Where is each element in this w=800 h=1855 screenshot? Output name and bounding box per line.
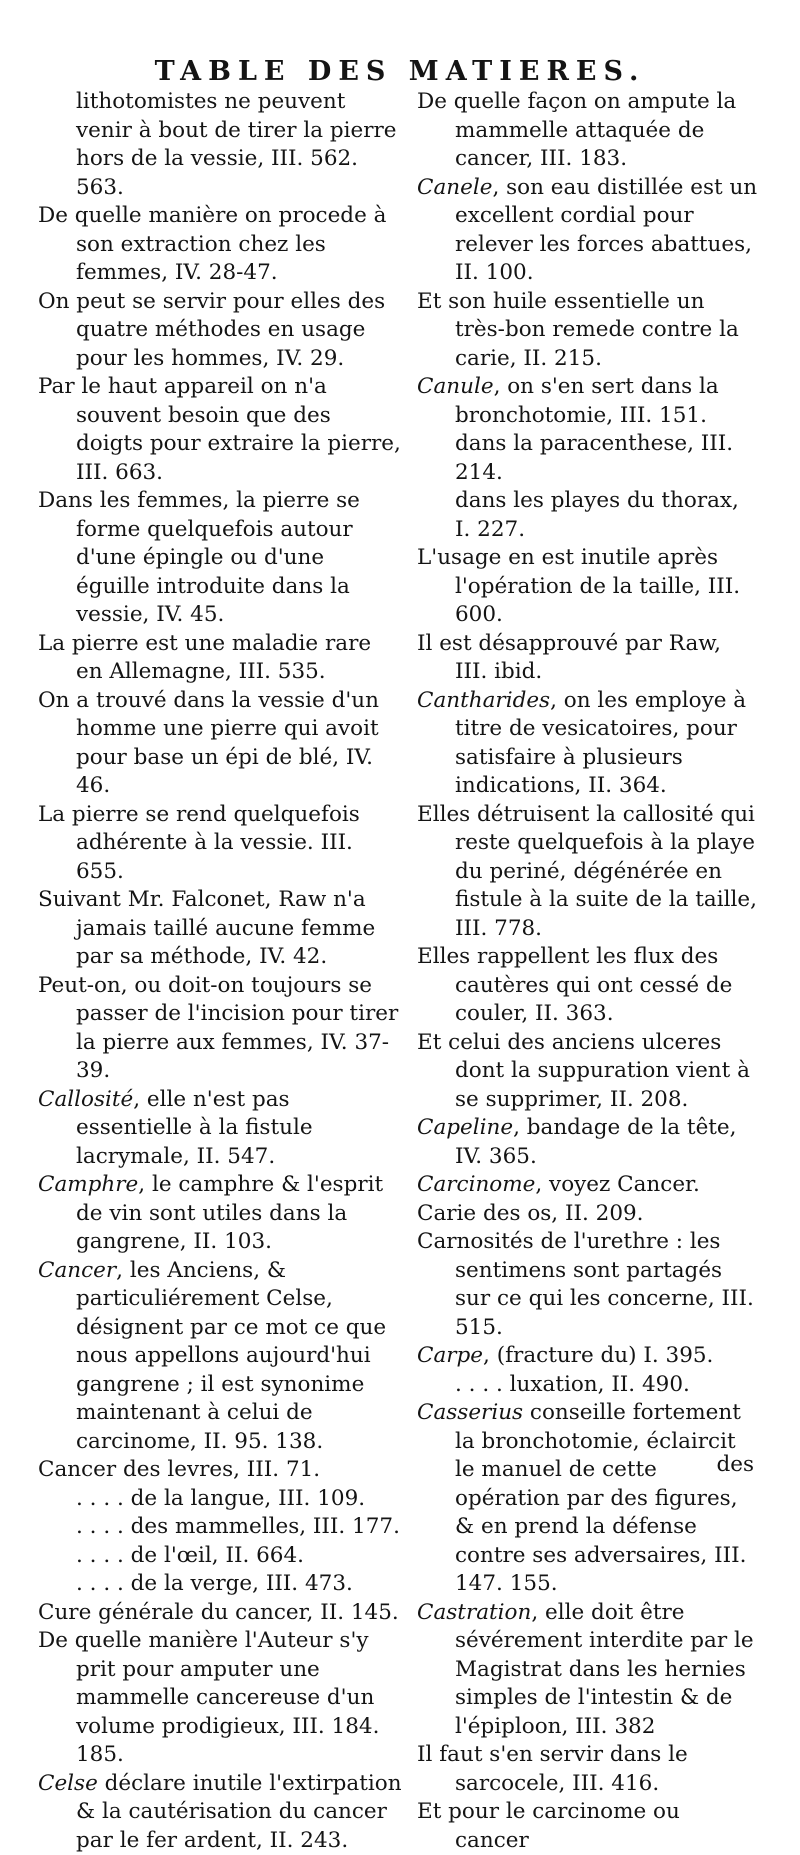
page-title: TABLE DES MATIERES. (0, 56, 800, 87)
index-entry (417, 288, 760, 374)
index-text: Carie des os, II. 209. (417, 1201, 644, 1226)
index-term: Celse (38, 1771, 98, 1796)
index-text: , (fracture du) I. 395. (483, 1343, 713, 1368)
index-entry (38, 1513, 403, 1542)
index-entry (38, 88, 403, 202)
index-entry (38, 886, 403, 972)
index-entry (38, 1257, 403, 1457)
index-entry (38, 1542, 403, 1571)
index-entry (38, 1599, 403, 1628)
index-text: , bandage de la tête, IV. 365. (455, 1115, 737, 1169)
index-text: déclare inutile l'extirpation & la cautérisation du cancer par le fer ardent, II. 243. (76, 1771, 402, 1853)
index-entry (417, 1599, 760, 1742)
index-entry (417, 544, 760, 630)
index-text: Carnosités de l'urethre : les sentimens sont partagés sur ce qui les concerne, III. 515. (417, 1229, 754, 1340)
index-text: dans la paracenthese, III. 214. (455, 431, 733, 485)
right-column (417, 88, 760, 1855)
index-text: La pierre se rend quelquefois adhérente à la vessie. III. 655. (38, 802, 360, 884)
index-text: . . . . de la verge, III. 473. (76, 1571, 353, 1596)
index-text: De quelle façon on ampute la mammelle attaquée de cancer, III. 183. (417, 89, 736, 171)
catchword: des (716, 1452, 754, 1477)
index-text: Elles détruisent la callosité qui reste quelquefois à la playe du periné, dégénérée en fistule à la suite de la taille, III. 778. (417, 802, 757, 941)
index-entry (38, 1485, 403, 1514)
index-text: L'usage en est inutile après l'opération de la taille, III. 600. (417, 545, 740, 627)
index-text: Cure générale du cancer, II. 145. (38, 1600, 399, 1625)
index-entry (38, 1456, 403, 1485)
index-entry (38, 202, 403, 288)
index-entry (38, 1086, 403, 1172)
index-text: Par le haut appareil on n'a souvent besoin que des doigts pour extraire la pierre, III. 663. (38, 374, 401, 485)
index-text: De quelle manière on procede à son extraction chez les femmes, IV. 28-47. (38, 203, 386, 285)
index-entry (417, 1399, 760, 1599)
index-text: , le camphre & l'esprit de vin sont utiles dans la gangrene, II. 103. (76, 1172, 383, 1254)
index-entry (417, 1371, 760, 1400)
index-text: Cancer des levres, III. 71. (38, 1457, 320, 1482)
index-entry (417, 630, 760, 687)
index-text: Il faut s'en servir dans le sarcocele, III. 416. (417, 1742, 688, 1796)
index-term: Casserius (417, 1400, 523, 1425)
index-text: , on s'en sert dans la bronchotomie, III. 151. (455, 374, 719, 428)
index-text: Et son huile essentielle un très-bon remede contre la carie, II. 215. (417, 289, 739, 371)
index-entry (417, 1029, 760, 1115)
index-entry (417, 430, 760, 487)
index-entry (417, 801, 760, 944)
index-entry (38, 1171, 403, 1257)
index-text: . . . . de l'œil, II. 664. (76, 1543, 304, 1568)
index-entry (38, 972, 403, 1086)
index-text: Et pour le carcinome ou cancer (417, 1799, 680, 1853)
left-column (38, 88, 403, 1855)
index-entry (417, 174, 760, 288)
index-term: Carcinome (417, 1172, 535, 1197)
index-text: , voyez Cancer. (535, 1172, 699, 1197)
index-entry (38, 1570, 403, 1599)
index-entry (38, 487, 403, 630)
index-term: Capeline (417, 1115, 513, 1140)
index-term: Cantharides (417, 688, 550, 713)
index-entry (38, 288, 403, 374)
index-entry (417, 687, 760, 801)
index-entry (417, 487, 760, 544)
index-text: De quelle manière l'Auteur s'y prit pour amputer une mammelle cancereuse d'un volume prodigieux, III. 184. 185. (38, 1628, 379, 1767)
index-entry (38, 687, 403, 801)
index-text: , son eau distillée est un excellent cordial pour relever les forces abattues, II. 100. (455, 175, 757, 286)
index-term: Cancer (38, 1258, 116, 1283)
index-text: , les Anciens, & particuliérement Celse, désignent par ce mot ce que nous appellons aujourd'hui gangrene ; il est synonime maintenant à celui de carcinome, II. 95. 138. (76, 1258, 386, 1454)
index-term: Canule (417, 374, 494, 399)
index-text: dans les playes du thorax, I. 227. (455, 488, 739, 542)
index-text: La pierre est une maladie rare en Allemagne, III. 535. (38, 631, 371, 685)
index-text: , elle n'est pas essentielle à la fistule lacrymale, II. 547. (76, 1087, 313, 1169)
index-entry (38, 373, 403, 487)
index-entry (417, 1114, 760, 1171)
index-term: Camphre (38, 1172, 138, 1197)
index-entry (417, 88, 760, 174)
index-term: Callosité (38, 1087, 133, 1112)
index-entry (38, 1770, 403, 1855)
index-term: Canele (417, 175, 492, 200)
index-text: Et celui des anciens ulceres dont la suppuration vient à se supprimer, II. 208. (417, 1030, 750, 1112)
index-term: Carpe (417, 1343, 483, 1368)
index-text: , on les employe à titre de vesicatoires, pour satisfaire à plusieurs indications, II. 364. (455, 688, 746, 799)
index-entry (417, 943, 760, 1029)
index-entry (417, 1200, 760, 1229)
index-entry (417, 1171, 760, 1200)
index-text: lithotomistes ne peuvent venir à bout de tirer la pierre hors de la vessie, III. 562. 563. (76, 89, 397, 200)
index-text: Elles rappellent les flux des cautères qui ont cessé de couler, II. 363. (417, 944, 732, 1026)
index-entry (38, 630, 403, 687)
index-entry (417, 1798, 760, 1855)
index-text: Peut-on, ou doit-on toujours se passer de l'incision pour tirer la pierre aux femmes, IV. 37-39. (38, 973, 398, 1084)
index-text: . . . . luxation, II. 490. (455, 1372, 690, 1397)
index-text: Dans les femmes, la pierre se forme quelquefois autour d'une épingle ou d'une éguille introduite dans la vessie, IV. 45. (38, 488, 360, 627)
index-text: On peut se servir pour elles des quatre méthodes en usage pour les hommes, IV. 29. (38, 289, 385, 371)
index-entry (417, 1228, 760, 1342)
index-text: . . . . de la langue, III. 109. (76, 1486, 365, 1511)
index-text: conseille fortement la bronchotomie, éclaircit le manuel de cette opération par des figures, & en prend la défense contre ses adversaires, III. 147. 155. (455, 1400, 746, 1596)
index-entry (417, 1342, 760, 1371)
index-entry (417, 1741, 760, 1798)
index-text: On a trouvé dans la vessie d'un homme une pierre qui avoit pour base un épi de blé, IV. 46. (38, 688, 379, 799)
index-text: Suivant Mr. Falconet, Raw n'a jamais taillé aucune femme par sa méthode, IV. 42. (38, 887, 375, 969)
index-text: , elle doit être sévérement interdite par le Magistrat dans les hernies simples de l'intestin & de l'épiploon, III. 382 (455, 1600, 754, 1739)
index-entry (38, 1627, 403, 1770)
index-entry (38, 801, 403, 887)
index-text: . . . . des mammelles, III. 177. (76, 1514, 400, 1539)
index-term: Castration (417, 1600, 531, 1625)
index-entry (417, 373, 760, 430)
index-text: Il est désapprouvé par Raw, III. ibid. (417, 631, 721, 685)
